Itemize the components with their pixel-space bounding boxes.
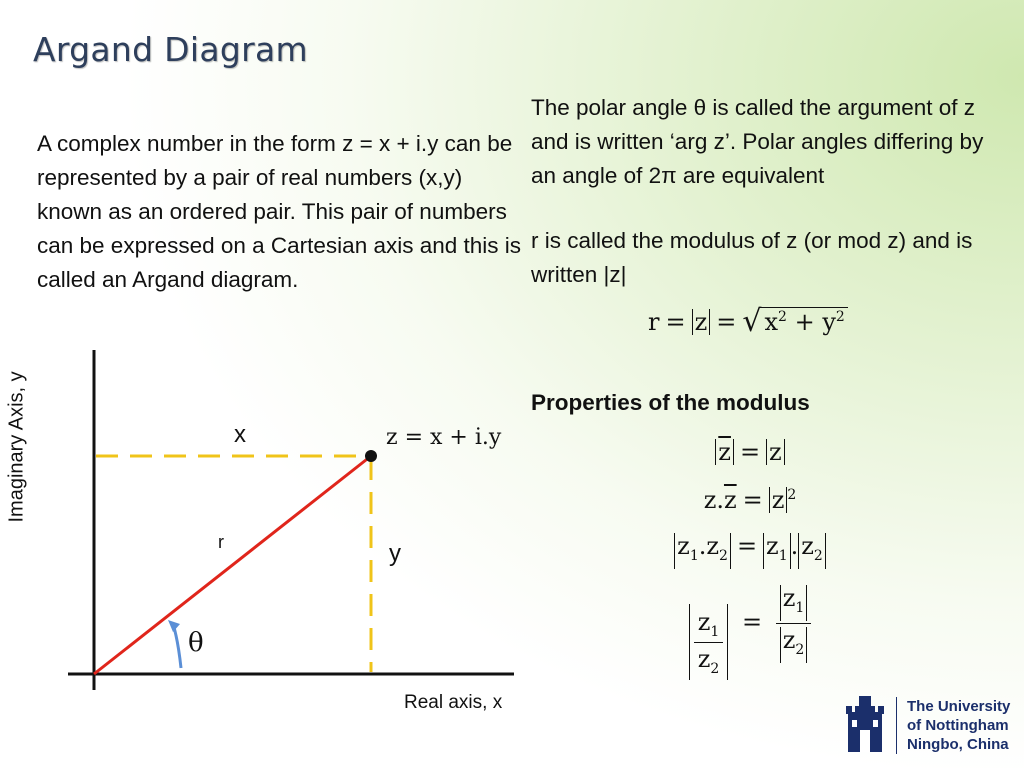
- intro-paragraph: A complex number in the form z = x + i.y can be represented by a pair of real numbers (x,y) known as an ordered pair. This pair of numbers can be expressed on a Cartesian axis and this is called an Argand diagram.: [37, 131, 522, 292]
- property-product-conjugate: $z.\overline{z} = z$ $^2$: [703, 486, 797, 514]
- x-label: x: [234, 421, 246, 448]
- modulus-paragraph: r is called the modulus of z (or mod z) and is written |z|: [531, 228, 973, 287]
- property-product: $z_1.z_2 = z_1$ . $z_2$: [620, 532, 880, 569]
- modulus-equation: r = z = √ $x^2 + y^2$: [648, 307, 848, 336]
- logo-line-1: The University: [907, 697, 1011, 715]
- property-quotient: $\frac{z_1}{z_2}$ = $\frac{z_1}{z_2}$: [620, 582, 880, 680]
- page-title: Argand Diagram: [33, 30, 308, 69]
- argument-paragraph: The polar angle θ is called the argument of z and is written ‘arg z’. Polar angles differing by an angle of 2π are equivalent: [531, 95, 984, 188]
- university-logo: [842, 694, 1010, 756]
- castle-crest-icon: [842, 694, 888, 756]
- y-axis-label: Imaginary Axis, y: [5, 371, 28, 523]
- property-conjugate-modulus: $\overline{z} = z$: [620, 438, 880, 466]
- logo-line-3: Ningbo, China: [907, 735, 1009, 753]
- point-z: [365, 450, 377, 462]
- point-z-label: z = x + i.y: [386, 425, 502, 450]
- x-axis-label: Real axis, x: [404, 692, 503, 713]
- r-label: r: [218, 532, 224, 552]
- theta-arrowhead: [168, 620, 180, 632]
- theta-label: θ: [188, 628, 204, 658]
- y-label: y: [389, 540, 401, 567]
- properties-heading: Properties of the modulus: [531, 390, 810, 415]
- modulus-line: [94, 456, 371, 674]
- logo-line-2: of Nottingham: [907, 716, 1009, 734]
